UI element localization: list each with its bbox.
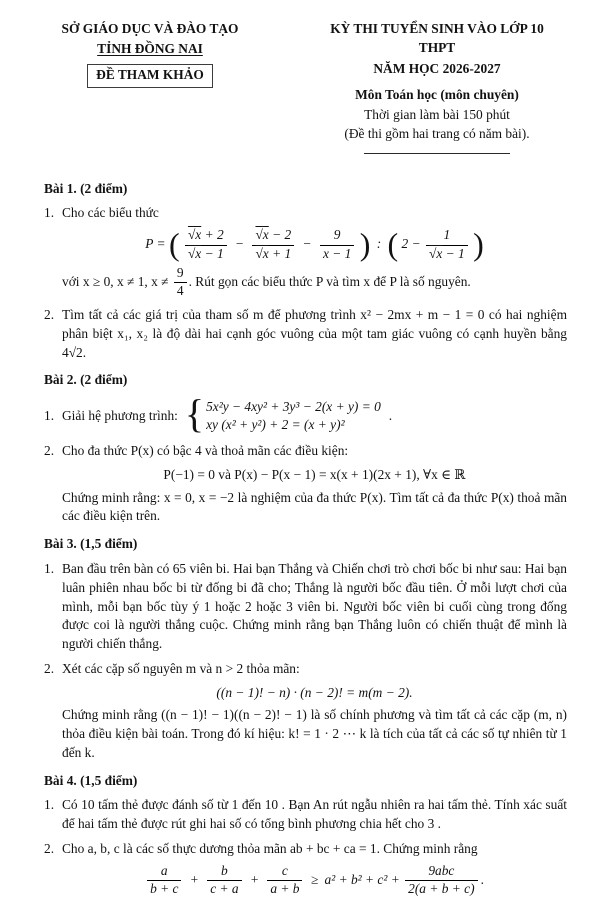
geq-operator: ≥ — [310, 871, 319, 887]
two-minus: 2 − — [401, 235, 421, 251]
exam-title: KỲ THI TUYỂN SINH VÀO LỚP 10 THPT — [330, 21, 544, 55]
sqrt-x: √x — [255, 245, 269, 261]
divider-line — [364, 153, 510, 154]
denominator-rest: − 1 — [442, 245, 465, 261]
section-bai-4 — [44, 772, 567, 900]
problem-item-2-2 — [44, 442, 567, 526]
squares-sum: a² + b² + c² + — [324, 871, 400, 887]
problem-item-4-1 — [44, 796, 567, 834]
pages-note: (Đề thi gồm hai trang có năm bài). — [344, 125, 530, 141]
issuer-block — [44, 20, 256, 154]
fraction-denominator: a + b — [270, 881, 300, 897]
system-equation-2: xy (x² + y²) + 2 = (x + y)² — [206, 417, 345, 433]
section-bai-1 — [44, 180, 567, 363]
sqrt-x: √x — [187, 245, 202, 261]
numerator-rest: + 2 — [201, 227, 224, 243]
condition-post: . Rút gọn các biểu thức P và tìm x để P là số nguyên. — [188, 273, 471, 289]
problem-item-1-1 — [44, 204, 567, 300]
item-number: 1. — [44, 205, 55, 221]
condition-pre: với x ≥ 0, x ≠ 1, x ≠ — [62, 273, 169, 289]
fraction-numerator: a — [147, 863, 181, 882]
sentence-period: . — [480, 871, 484, 887]
fraction-denominator — [252, 246, 294, 263]
system-brace: { — [184, 391, 205, 437]
system-equation-1: 5x²y − 4xy² + 3y³ − 2(x + y) = 0 — [206, 399, 381, 415]
item-body — [62, 391, 567, 437]
problem-item-3-2 — [44, 660, 567, 763]
item-number: 1. — [44, 407, 55, 423]
fraction — [405, 863, 477, 899]
fraction-numerator: c — [267, 863, 302, 882]
fraction-denominator: b + c — [150, 881, 179, 897]
department-name: SỞ GIÁO DỤC VÀ ĐÀO TẠO — [61, 21, 239, 36]
sqrt-x: √x — [429, 245, 443, 261]
condition-line — [62, 265, 567, 301]
section-title-bai-2: Bài 2. (2 điểm) — [44, 372, 128, 388]
plus-operator: + — [189, 871, 199, 887]
fraction — [267, 863, 302, 899]
left-paren: ( — [168, 225, 180, 262]
right-paren: ) — [473, 225, 484, 262]
factorial-equation: ((n − 1)! − n) · (n − 2)! = m(m − 2). — [216, 684, 413, 700]
section-bai-3 — [44, 535, 567, 762]
plus-operator: + — [249, 871, 259, 887]
fraction-numerator: 9abc — [405, 863, 477, 882]
fraction-numerator: 1 — [426, 227, 468, 246]
sqrt-x: √x — [187, 227, 202, 243]
fraction-denominator: 2(a + b + c) — [408, 881, 475, 897]
fraction-nine-fourths — [174, 265, 187, 301]
fraction — [320, 227, 354, 263]
denominator-rest: − 1 — [201, 245, 224, 261]
subject-line: Môn Toán học (môn chuyên) — [355, 87, 519, 103]
problem-item-3-1 — [44, 560, 567, 654]
fraction — [207, 863, 241, 899]
section-title-bai-3: Bài 3. (1,5 điểm) — [44, 536, 138, 552]
fraction-denominator: x − 1 — [322, 245, 352, 261]
fraction — [426, 227, 468, 263]
right-paren: ) — [359, 225, 371, 262]
fraction-denominator: 4 — [176, 283, 184, 299]
problem-item-4-2 — [44, 840, 567, 900]
display-formula-p — [62, 227, 567, 263]
item-lead: Giải hệ phương trình: — [62, 407, 178, 423]
sentence-period: . — [388, 407, 393, 423]
exam-info-block — [311, 20, 563, 154]
fraction-denominator — [426, 246, 468, 263]
item-number: 2. — [44, 660, 55, 676]
minus-operator: − — [235, 235, 245, 251]
colon-operator: : — [376, 235, 382, 251]
item-number: 2. — [44, 443, 55, 459]
fraction — [147, 863, 181, 899]
formula-lhs: P = — [145, 235, 166, 251]
fraction-numerator — [252, 227, 294, 246]
item-text: Có 10 tấm thẻ được đánh số từ 1 đến 10 . Bạn An rút ngẫu nhiên ra hai tấm thẻ. Tính xác suất để hai tấm thẻ được rút ghi hai số có tổng bình phương chia hết cho 3 . — [62, 797, 567, 832]
item-lead: Cho a, b, c là các số thực dương thỏa mãn ab + bc + ca = 1. Chứng minh rằng — [62, 840, 478, 856]
exam-code-box: ĐỀ THAM KHẢO — [87, 64, 213, 89]
duration-line: Thời gian làm bài 150 phút — [364, 107, 510, 123]
system-of-equations — [206, 398, 381, 434]
problem-item-1-2 — [44, 306, 567, 362]
fraction-numerator — [185, 227, 227, 246]
school-year: NĂM HỌC 2026-2027 — [373, 60, 501, 76]
item-paragraph: Chứng minh rằng ((n − 1)! − 1)((n − 2)! − 1) là số chính phương và tìm tất cả các cặp (m, n) thỏa điều kiện bài toán. Trong đó kí hiệu: k! = 1 · 2 ⋯ k là tích của tất cả các số tự nhiên từ 1 đến k. — [62, 707, 567, 760]
fraction-numerator: 9 — [174, 265, 187, 284]
fraction-denominator: c + a — [210, 881, 239, 897]
item-body — [62, 840, 567, 900]
section-bai-2 — [44, 371, 567, 526]
minus-operator: − — [302, 235, 312, 251]
fraction — [252, 227, 294, 263]
item-lead: Cho đa thức P(x) có bậc 4 và thoả mãn các điều kiện: — [62, 443, 349, 459]
province-name: TỈNH ĐỒNG NAI — [97, 40, 203, 56]
item-body — [62, 442, 567, 526]
sqrt-x: √x — [255, 227, 269, 243]
item-text: Tìm tất cả các giá trị của tham số m để phương trình x² − 2mx + m − 1 = 0 có hai nghiệm phân biệt x₁, x₂ là độ dài hai cạnh góc vuông của một tam giác vuông có cạnh huyền bằng 4√2. — [62, 307, 567, 360]
item-lead: Cho các biểu thức — [62, 205, 159, 221]
problem-item-2-1 — [44, 391, 567, 437]
item-body — [62, 204, 567, 300]
item-number: 1. — [44, 561, 55, 577]
item-lead: Xét các cặp số nguyên m và n > 2 thỏa mãn: — [62, 660, 300, 676]
fraction-numerator: 9 — [320, 227, 354, 246]
exam-header — [44, 20, 567, 154]
item-text: Ban đầu trên bàn có 65 viên bi. Hai bạn Thắng và Chiến chơi trò chơi bốc bi như sau: Hai bạn luân phiên nhau bốc bi từ đống bi đã cho; Thắng là người bốc đầu tiên. Ở mỗi lượt chơi của mình, mỗi bạn bốc tùy ý 1 hoặc 2 hoặc 3 viên bi. Người bốc viên bi cuối cùng trong đống được coi là người thắng cuộc. Chứng minh rằng bạn Thắng luôn có chiến thuật để mình là người chiến thắng. — [62, 561, 567, 652]
item-paragraph: Chứng minh rằng: x = 0, x = −2 là nghiệm của đa thức P(x). Tìm tất cả đa thức P(x) thoả mãn các điều kiện trên. — [62, 489, 567, 524]
item-body — [62, 660, 567, 763]
item-number: 1. — [44, 797, 55, 813]
polynomial-condition-equation: P(−1) = 0 và P(x) − P(x − 1) = x(x + 1)(2x + 1), ∀x ∈ ℝ — [163, 466, 466, 482]
fraction-numerator: b — [207, 863, 241, 882]
item-number: 2. — [44, 307, 55, 323]
left-paren: ( — [387, 225, 399, 262]
fraction — [185, 227, 227, 263]
numerator-rest: − 2 — [268, 227, 292, 243]
fraction-denominator — [185, 246, 227, 263]
item-number: 2. — [44, 840, 55, 856]
denominator-rest: + 1 — [268, 245, 292, 261]
section-title-bai-1: Bài 1. (2 điểm) — [44, 180, 128, 196]
display-inequality — [62, 863, 567, 899]
section-title-bai-4: Bài 4. (1,5 điểm) — [44, 772, 138, 788]
